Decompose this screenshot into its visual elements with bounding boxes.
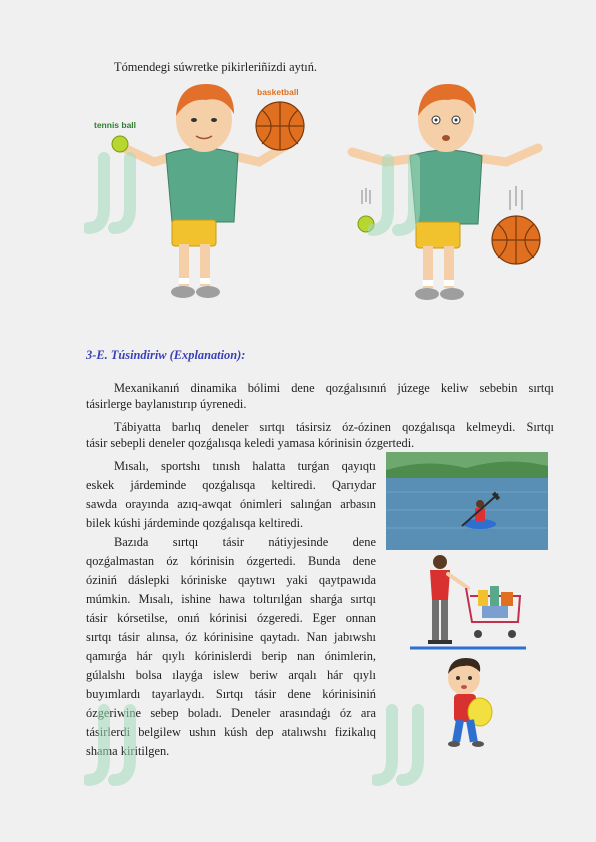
p2-line-2: tásir sebepli deneler qozǵalısqa keledi yamasa kórinisin ózgertedi. [86,436,415,450]
p4-line-2: qozǵalmastan óz kórinisin ózgertedi. Bunda dene [86,554,376,568]
watermark-logo-icon-4 [372,700,452,790]
shopping-cart-figure [404,552,528,652]
basketball-icon [256,102,304,150]
boy-with-balloon-figure [444,654,496,750]
intro-text: Tómendegi súwretke pikirleriñizdi aytıń. [114,60,318,74]
falling-basketball-icon [492,216,540,264]
tennis-ball-label: tennis ball [94,120,137,130]
p4-line-4: múmkin. Mısalı, ishine hawa toltırılǵan sharǵa sırtqı [86,592,376,606]
p3-line-3: sawda orayında azıq-awqat ónimleri salınǵan arbasın [86,497,376,511]
boy-dropping-balls [352,84,540,300]
p4-line-11: tásirlerdi belgilew ushın kúsh dep atalıwshı fizikalıq [86,725,376,739]
p4-line-9: buyımlardı tayarlaydı. Sırtqı tásir dene kórinisiniń [86,687,376,701]
p1-line-1: Mexanikanıń dinamika bólimi dene qozǵalısınıń júzege keliw sebebin sırtqı [114,381,554,395]
p4-line-12: shama kiritilgen. [86,744,170,758]
p4-line-1: Bazıda sırtqı tásir nátiyjesinde dene [114,535,376,549]
section-heading: 3-E. Túsindiriw (Explanation): [86,348,246,362]
p4-line-10: ózgeriwine sebep boladı. Deneler arasındaǵı óz ara [86,706,376,720]
p4-line-7: qamırǵa hár qıylı kórinislerdi berip nan ónimlerin, [86,649,376,663]
p3-line-4: bilek kúshi járdeminde qozǵalısqa keltiredi. [86,516,304,530]
basketball-label: basketball [257,87,299,97]
p3-line-1: Mısalı, sportshı tınısh halatta turǵan qayıqtı [114,459,376,473]
p4-line-6: sırtqı tásir alınsa, óz kórinisine qaytadı. Nan jabıwshı [86,630,376,644]
boy-juggling-figure [84,78,554,318]
p4-line-3: óziniń dáslepki kóriniske qaytıwı yaki qaytpawıda [86,573,376,587]
falling-tennis-ball-icon [358,216,374,232]
p4-line-5: tásir kórsetilse, onıń kórinisi ózgeredi. Eger onnan [86,611,376,625]
boy-holding-balls [112,84,304,298]
p2-line-1: Tábiyatta barlıq deneler sırtqı tásirsiz óz-ózinen qozǵalısqa kelmeydi. Sırtqı [114,420,554,434]
kayak-photo [386,452,548,550]
p4-line-8: gúlalshı bolsa ılayǵa islew beriw arqalı hár qıylı [86,668,376,682]
tennis-ball-icon [112,136,128,152]
p3-line-2: eskek járdeminde qozǵalısqa keltiredi. Qarıydar [86,478,376,492]
p1-line-2: tásirlerge baylanıstırıp úyrenedi. [86,397,247,411]
